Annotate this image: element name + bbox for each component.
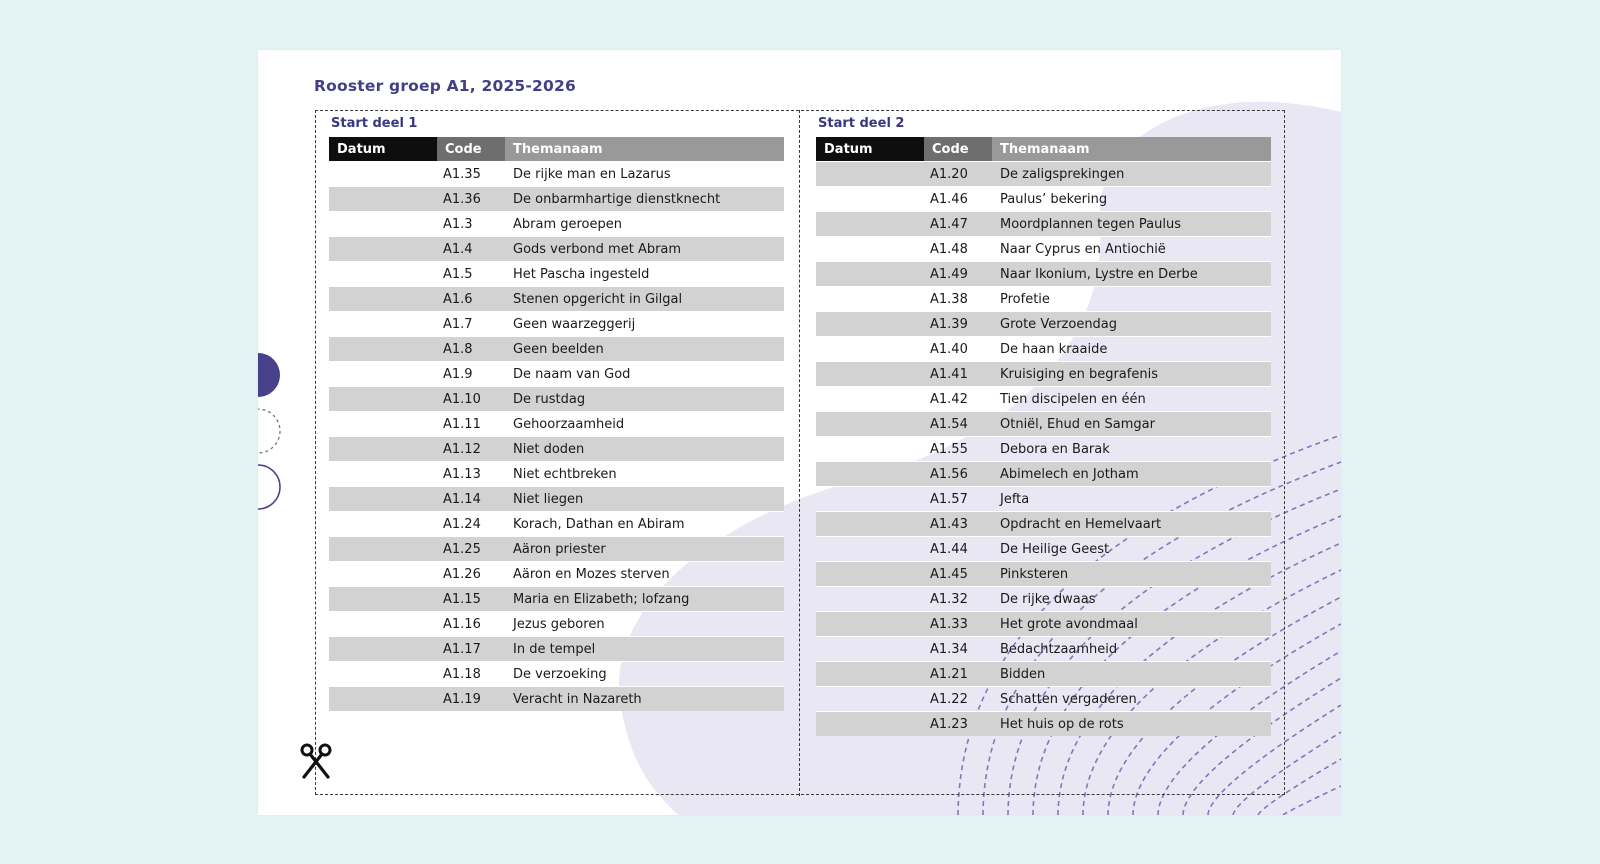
cell-datum <box>329 587 437 612</box>
cell-datum <box>816 312 924 337</box>
cell-datum <box>329 562 437 587</box>
table-row <box>329 637 784 662</box>
cut-line-divider <box>799 110 800 796</box>
cell-code: A1.48 <box>924 237 992 262</box>
cell-datum <box>816 212 924 237</box>
cell-code: A1.39 <box>924 312 992 337</box>
table-row <box>816 437 1271 462</box>
cell-datum <box>329 162 437 187</box>
cell-themanaam: In de tempel <box>505 637 784 662</box>
cell-themanaam: Korach, Dathan en Abiram <box>505 512 784 537</box>
cell-themanaam: Kruisiging en begrafenis <box>992 362 1271 387</box>
schedule-sheet <box>258 50 1341 815</box>
table-row <box>816 162 1271 187</box>
cell-themanaam: Veracht in Nazareth <box>505 687 784 712</box>
table-row <box>329 187 784 212</box>
table-row <box>329 412 784 437</box>
cell-code: A1.34 <box>924 637 992 662</box>
table-row <box>816 237 1271 262</box>
cell-code: A1.18 <box>437 662 505 687</box>
cell-themanaam: Paulus’ bekering <box>992 187 1271 212</box>
cell-datum <box>329 187 437 212</box>
circle-filled-icon <box>258 353 280 397</box>
cell-code: A1.6 <box>437 287 505 312</box>
cell-datum <box>329 412 437 437</box>
table-row <box>816 562 1271 587</box>
cell-datum <box>329 512 437 537</box>
table-row <box>816 537 1271 562</box>
cell-themanaam: Profetie <box>992 287 1271 312</box>
cell-datum <box>816 637 924 662</box>
cell-code: A1.25 <box>437 537 505 562</box>
cell-code: A1.32 <box>924 587 992 612</box>
scissors-icon <box>300 743 332 779</box>
column-header-themanaam: Themanaam <box>992 137 1271 162</box>
section-deel-1 <box>329 116 784 711</box>
cell-code: A1.26 <box>437 562 505 587</box>
cell-datum <box>329 212 437 237</box>
cell-datum <box>816 612 924 637</box>
cell-code: A1.5 <box>437 262 505 287</box>
table-row <box>816 387 1271 412</box>
cell-code: A1.45 <box>924 562 992 587</box>
cell-code: A1.55 <box>924 437 992 462</box>
schedule-table-deel-2 <box>816 137 1271 736</box>
cell-datum <box>329 462 437 487</box>
table-row <box>816 487 1271 512</box>
table-row <box>329 512 784 537</box>
table-row <box>816 262 1271 287</box>
cell-code: A1.36 <box>437 187 505 212</box>
column-header-code: Code <box>924 137 992 162</box>
cell-themanaam: De rijke man en Lazarus <box>505 162 784 187</box>
table-row <box>329 287 784 312</box>
table-row <box>816 187 1271 212</box>
cell-themanaam: Otniël, Ehud en Samgar <box>992 412 1271 437</box>
cell-code: A1.47 <box>924 212 992 237</box>
section-deel-2 <box>816 116 1271 736</box>
table-row <box>329 237 784 262</box>
cell-datum <box>329 362 437 387</box>
cell-themanaam: Het Pascha ingesteld <box>505 262 784 287</box>
table-row <box>816 687 1271 712</box>
cell-datum <box>816 362 924 387</box>
table-row <box>816 412 1271 437</box>
cell-themanaam: Abimelech en Jotham <box>992 462 1271 487</box>
table-header-row <box>329 137 784 162</box>
cell-code: A1.8 <box>437 337 505 362</box>
table-row <box>816 337 1271 362</box>
cell-code: A1.22 <box>924 687 992 712</box>
cell-themanaam: Tien discipelen en één <box>992 387 1271 412</box>
cell-code: A1.24 <box>437 512 505 537</box>
cell-code: A1.46 <box>924 187 992 212</box>
cell-themanaam: Opdracht en Hemelvaart <box>992 512 1271 537</box>
cell-themanaam: De Heilige Geest <box>992 537 1271 562</box>
cell-datum <box>816 162 924 187</box>
cell-code: A1.3 <box>437 212 505 237</box>
cell-themanaam: Pinksteren <box>992 562 1271 587</box>
table-body-deel-2 <box>816 162 1271 737</box>
cell-code: A1.35 <box>437 162 505 187</box>
cell-themanaam: De haan kraaide <box>992 337 1271 362</box>
cell-themanaam: Stenen opgericht in Gilgal <box>505 287 784 312</box>
cell-datum <box>816 387 924 412</box>
cell-code: A1.16 <box>437 612 505 637</box>
cell-themanaam: Schatten vergaderen <box>992 687 1271 712</box>
cell-datum <box>329 312 437 337</box>
circle-outline-icon <box>258 465 280 509</box>
section-title-deel-1: Start deel 1 <box>331 116 418 131</box>
table-row <box>329 337 784 362</box>
cell-code: A1.19 <box>437 687 505 712</box>
cell-datum <box>816 562 924 587</box>
cell-datum <box>329 387 437 412</box>
table-header-row <box>816 137 1271 162</box>
circle-dashed-icon <box>258 409 280 453</box>
cell-code: A1.13 <box>437 462 505 487</box>
cell-code: A1.14 <box>437 487 505 512</box>
cell-themanaam: Niet doden <box>505 437 784 462</box>
cell-datum <box>816 687 924 712</box>
cell-datum <box>329 287 437 312</box>
cell-code: A1.11 <box>437 412 505 437</box>
table-body-deel-1 <box>329 162 784 712</box>
table-row <box>816 662 1271 687</box>
cell-datum <box>329 437 437 462</box>
cell-code: A1.41 <box>924 362 992 387</box>
cell-datum <box>329 262 437 287</box>
cell-themanaam: Het grote avondmaal <box>992 612 1271 637</box>
column-header-datum: Datum <box>816 137 924 162</box>
cell-datum <box>816 237 924 262</box>
cell-datum <box>329 537 437 562</box>
page-title: Rooster groep A1, 2025-2026 <box>314 77 576 95</box>
cell-code: A1.54 <box>924 412 992 437</box>
cell-code: A1.12 <box>437 437 505 462</box>
table-row <box>329 387 784 412</box>
cell-themanaam: Bedachtzaamheid <box>992 637 1271 662</box>
cell-datum <box>329 637 437 662</box>
table-row <box>329 162 784 187</box>
cell-datum <box>329 237 437 262</box>
cell-themanaam: Gods verbond met Abram <box>505 237 784 262</box>
cell-themanaam: Niet liegen <box>505 487 784 512</box>
cell-datum <box>816 662 924 687</box>
cell-datum <box>816 712 924 737</box>
cell-themanaam: De rijke dwaas <box>992 587 1271 612</box>
table-row <box>816 462 1271 487</box>
cell-code: A1.15 <box>437 587 505 612</box>
table-row <box>329 212 784 237</box>
cell-datum <box>329 662 437 687</box>
cell-themanaam: Moordplannen tegen Paulus <box>992 212 1271 237</box>
section-title-deel-2: Start deel 2 <box>818 116 905 131</box>
cell-themanaam: Jefta <box>992 487 1271 512</box>
column-header-themanaam: Themanaam <box>505 137 784 162</box>
cell-code: A1.7 <box>437 312 505 337</box>
cell-code: A1.4 <box>437 237 505 262</box>
cell-themanaam: Geen beelden <box>505 337 784 362</box>
cell-datum <box>329 687 437 712</box>
cell-themanaam: De rustdag <box>505 387 784 412</box>
table-row <box>816 212 1271 237</box>
table-row <box>329 687 784 712</box>
cell-themanaam: Debora en Barak <box>992 437 1271 462</box>
cell-datum <box>816 287 924 312</box>
cell-code: A1.17 <box>437 637 505 662</box>
cell-datum <box>816 512 924 537</box>
cell-datum <box>816 437 924 462</box>
table-row <box>816 512 1271 537</box>
cell-code: A1.43 <box>924 512 992 537</box>
cell-datum <box>816 412 924 437</box>
cell-datum <box>329 337 437 362</box>
cell-themanaam: Geen waarzeggerij <box>505 312 784 337</box>
cell-code: A1.44 <box>924 537 992 562</box>
cell-code: A1.9 <box>437 362 505 387</box>
table-row <box>329 662 784 687</box>
cell-themanaam: De onbarmhartige dienstknecht <box>505 187 784 212</box>
cell-datum <box>816 462 924 487</box>
cell-datum <box>816 587 924 612</box>
cell-datum <box>816 262 924 287</box>
table-row <box>816 637 1271 662</box>
cell-themanaam: Aäron priester <box>505 537 784 562</box>
cell-datum <box>816 537 924 562</box>
cell-themanaam: Bidden <box>992 662 1271 687</box>
table-row <box>329 362 784 387</box>
table-row <box>329 312 784 337</box>
column-header-datum: Datum <box>329 137 437 162</box>
cell-themanaam: De zaligsprekingen <box>992 162 1271 187</box>
table-row <box>329 487 784 512</box>
table-row <box>329 612 784 637</box>
cell-themanaam: Jezus geboren <box>505 612 784 637</box>
table-row <box>816 612 1271 637</box>
cell-themanaam: Grote Verzoendag <box>992 312 1271 337</box>
table-row <box>329 537 784 562</box>
cell-code: A1.20 <box>924 162 992 187</box>
cell-code: A1.23 <box>924 712 992 737</box>
table-row <box>329 437 784 462</box>
cell-themanaam: Aäron en Mozes sterven <box>505 562 784 587</box>
cell-themanaam: Naar Cyprus en Antiochië <box>992 237 1271 262</box>
table-row <box>816 287 1271 312</box>
table-row <box>329 562 784 587</box>
table-row <box>816 587 1271 612</box>
cell-themanaam: De naam van God <box>505 362 784 387</box>
column-header-code: Code <box>437 137 505 162</box>
cell-datum <box>816 187 924 212</box>
cell-datum <box>816 337 924 362</box>
schedule-table-deel-1 <box>329 137 784 711</box>
cell-code: A1.40 <box>924 337 992 362</box>
cell-code: A1.38 <box>924 287 992 312</box>
cell-code: A1.10 <box>437 387 505 412</box>
cell-code: A1.56 <box>924 462 992 487</box>
cell-datum <box>329 612 437 637</box>
table-row <box>329 587 784 612</box>
table-row <box>816 312 1271 337</box>
cell-themanaam: Het huis op de rots <box>992 712 1271 737</box>
table-row <box>816 712 1271 737</box>
cell-code: A1.49 <box>924 262 992 287</box>
cell-datum <box>816 487 924 512</box>
cell-themanaam: Naar Ikonium, Lystre en Derbe <box>992 262 1271 287</box>
cell-themanaam: Gehoorzaamheid <box>505 412 784 437</box>
cell-code: A1.57 <box>924 487 992 512</box>
cell-code: A1.33 <box>924 612 992 637</box>
cell-code: A1.42 <box>924 387 992 412</box>
cell-themanaam: Niet echtbreken <box>505 462 784 487</box>
cell-themanaam: De verzoeking <box>505 662 784 687</box>
cell-datum <box>329 487 437 512</box>
cell-themanaam: Abram geroepen <box>505 212 784 237</box>
table-row <box>816 362 1271 387</box>
table-row <box>329 462 784 487</box>
cell-themanaam: Maria en Elizabeth; lofzang <box>505 587 784 612</box>
cell-code: A1.21 <box>924 662 992 687</box>
table-row <box>329 262 784 287</box>
